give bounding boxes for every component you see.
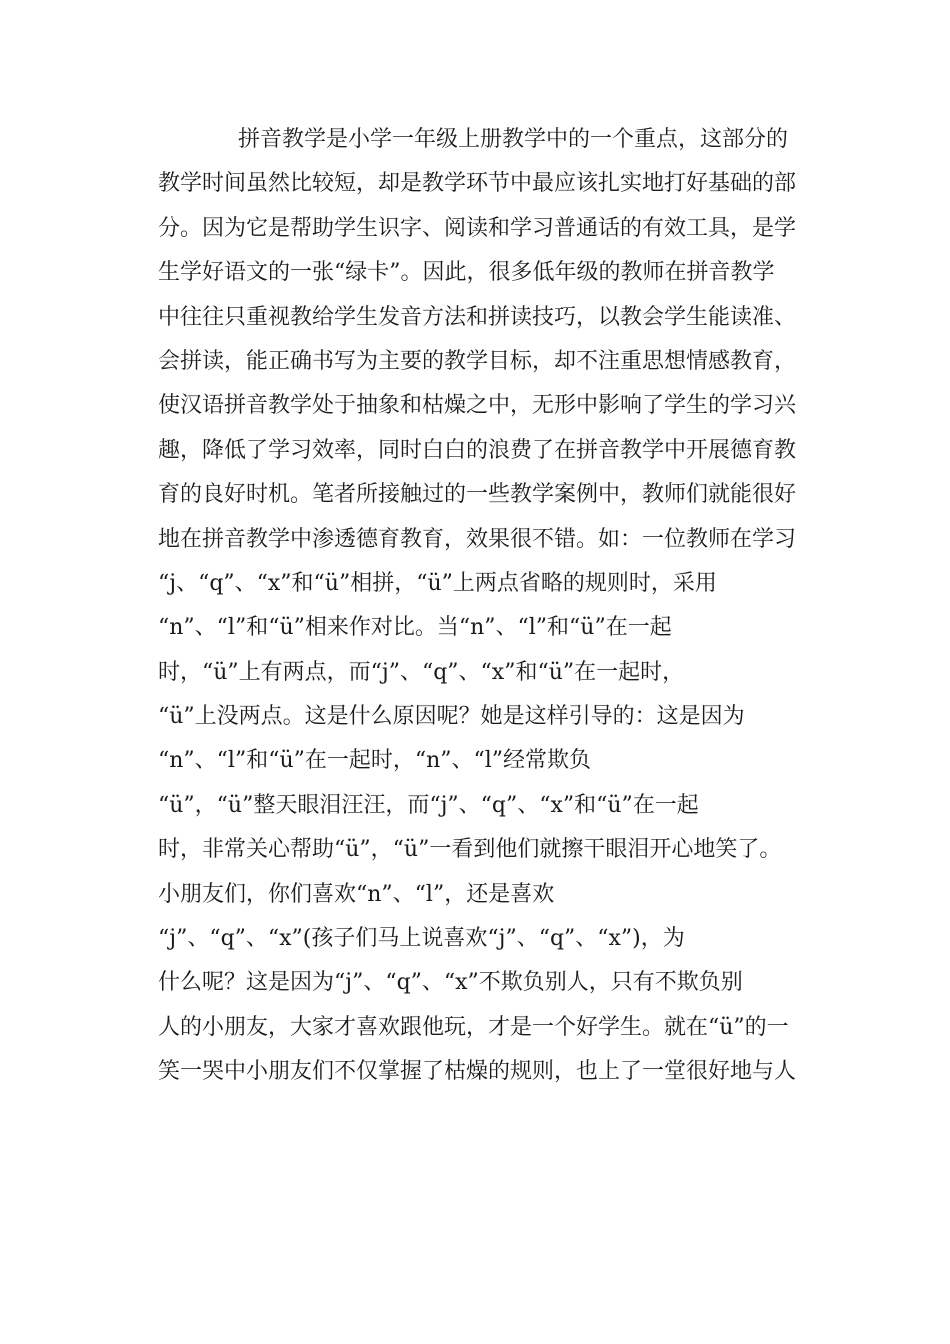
- text-line: “j”、“q”、“x”(孩子们马上说喜欢“j”、“q”、“x”)，为: [158, 926, 685, 952]
- text-line: “n”、“l”和“ü”相来作对比。当“n”、“l”和“ü”在一起: [158, 615, 672, 641]
- text-line: 地在拼音教学中渗透德育教育，效果很不错。如：一位教师在学习: [158, 526, 797, 552]
- text-line: 中往往只重视教给学生发音方法和拼读技巧，以教会学生能读准、: [158, 304, 797, 330]
- text-line: “ü”，“ü”整天眼泪汪汪，而“j”、“q”、“x”和“ü”在一起: [158, 792, 699, 818]
- text-line: 什么呢？这是因为“j”、“q”、“x”不欺负别人，只有不欺负别: [158, 970, 743, 996]
- text-line: 生学好语文的一张“绿卡”。因此，很多低年级的教师在拼音教学: [158, 260, 775, 286]
- text-line: 拼音教学是小学一年级上册教学中的一个重点，这部分的: [238, 127, 789, 152]
- text-line: 趣，降低了学习效率，同时白白的浪费了在拼音教学中开展德育教: [158, 437, 797, 463]
- text-line: 小朋友们，你们喜欢“n”、“l”，还是喜欢: [158, 881, 555, 907]
- text-line: 时，非常关心帮助“ü”，“ü”一看到他们就擦干眼泪开心地笑了。: [158, 837, 782, 863]
- text-line: 笑一哭中小朋友们不仅掌握了枯燥的规则，也上了一堂很好地与人: [158, 1059, 797, 1085]
- body-paragraph: [158, 118, 798, 1095]
- text-line: 育的良好时机。笔者所接触过的一些教学案例中，教师们就能很好: [158, 482, 797, 508]
- text-line: 时，“ü”上有两点，而“j”、“q”、“x”和“ü”在一起时，: [158, 659, 685, 685]
- text-line: “j、“q”、“x”和“ü”相拼，“ü”上两点省略的规则时，采用: [158, 570, 717, 596]
- text-line: 人的小朋友，大家才喜欢跟他玩，才是一个好学生。就在“ü”的一: [158, 1014, 789, 1040]
- text-line: “ü”上没两点。这是什么原因呢？她是这样引导的：这是因为: [158, 704, 745, 730]
- text-line: 分。因为它是帮助学生识字、阅读和学习普通话的有效工具，是学: [158, 215, 797, 241]
- text-line: 教学时间虽然比较短，却是教学环节中最应该扎实地打好基础的部: [158, 171, 797, 197]
- text-line: “n”、“l”和“ü”在一起时，“n”、“l”经常欺负: [158, 748, 592, 774]
- text-line: 会拼读，能正确书写为主要的教学目标，却不注重思想情感教育，: [158, 348, 797, 374]
- text-line: 使汉语拼音教学处于抽象和枯燥之中，无形中影响了学生的学习兴: [158, 393, 797, 419]
